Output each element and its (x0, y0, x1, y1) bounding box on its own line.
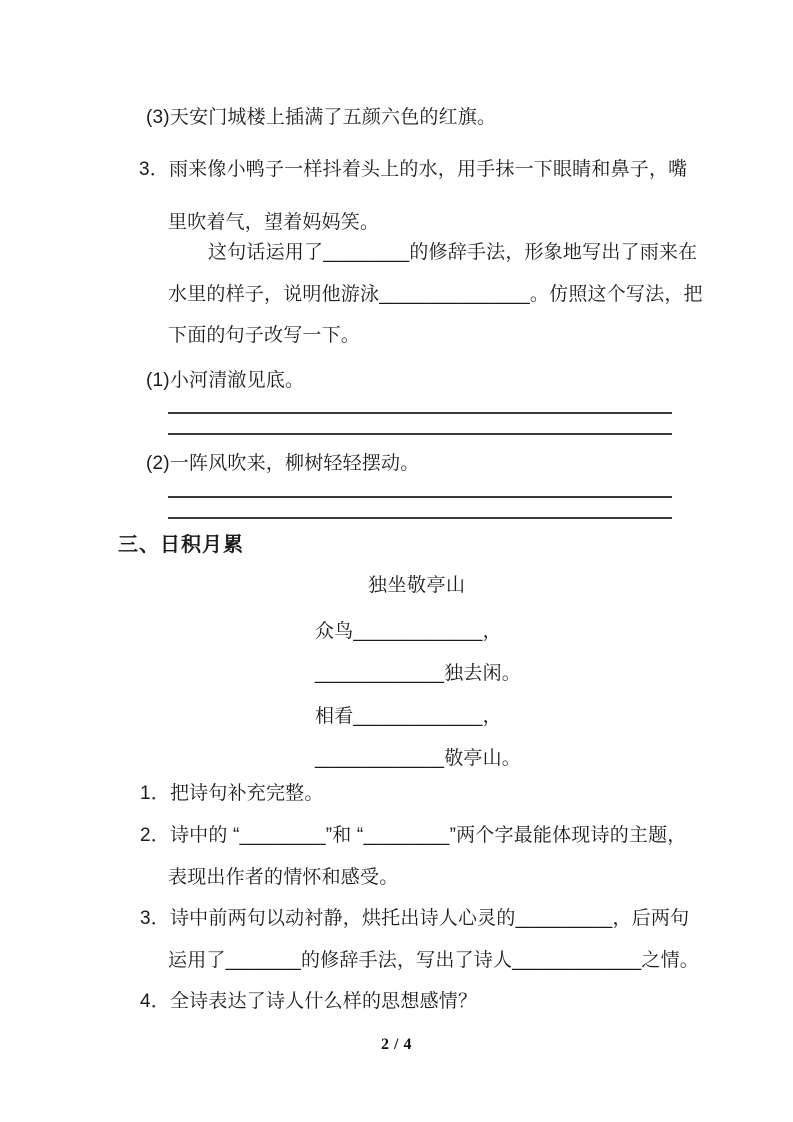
section3-question-2-line2: 表现出作者的情怀和感受。 (168, 867, 399, 888)
section3-question-2-line1: 2．诗中的 “________”和 “________”两个字最能体现诗的主题， (140, 825, 687, 846)
section3-question-3-line2: 运用了_______的修辞手法，写出了诗人____________之情。 (168, 950, 699, 971)
section3-question-3-line1: 3．诗中前两句以动衬静，烘托出诗人心灵的_________，后两句 (140, 908, 690, 929)
question3-analysis-line2: 水里的样子，说明他游泳______________。仿照这个写法，把 (168, 284, 703, 305)
section3-question-4: 4．全诗表达了诗人什么样的思想感情？ (140, 991, 478, 1012)
poem-title: 独坐敬亭山 (368, 575, 466, 596)
section3-heading: 三、日积月累 (118, 534, 244, 556)
answer-line (168, 517, 672, 519)
answer-line (168, 496, 672, 498)
question3-rewrite-sub1: (1)小河清澈见底。 (146, 370, 305, 391)
poem-line-3: 相看____________， (315, 706, 502, 727)
question3-analysis-line3: 下面的句子改写一下。 (168, 325, 361, 346)
section3-question-1: 1．把诗句补充完整。 (140, 783, 324, 804)
question3-rewrite-sub2: (2)一阵风吹来，柳树轻轻摆动。 (146, 453, 420, 474)
poem-line-2: ____________独去闲。 (315, 663, 522, 684)
answer-line (168, 412, 672, 414)
question2-subitem-3: (3)天安门城楼上插满了五颜六色的红旗。 (146, 107, 497, 128)
question3-sentence-line1: 3．雨来像小鸭子一样抖着头上的水，用手抹一下眼睛和鼻子，嘴 (139, 159, 688, 180)
poem-line-4: ____________敬亭山。 (315, 748, 522, 769)
question3-sentence-line2: 里吹着气，望着妈妈笑。 (168, 212, 380, 233)
page-number: 2 / 4 (381, 1036, 412, 1053)
answer-line (168, 433, 672, 435)
poem-line-1: 众鸟____________， (315, 621, 502, 642)
question3-analysis-line1: 这句话运用了________的修辞手法，形象地写出了雨来在 (208, 242, 698, 263)
